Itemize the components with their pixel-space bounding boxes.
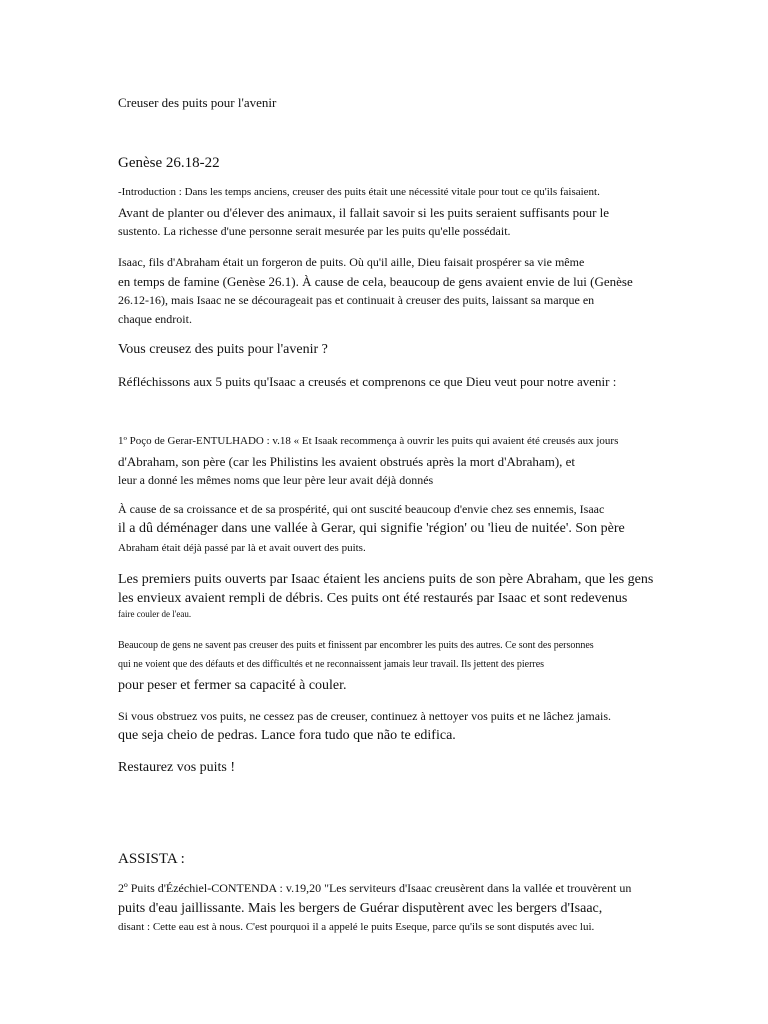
scripture-reference: Genèse 26.18-22 — [118, 155, 220, 171]
well2-line-1: 2º Puits d'Ézéchiel-CONTENDA : v.19,20 "Les serviteurs d'Isaac creusèrent dans la vallée et trouvèrent un — [118, 881, 632, 895]
assista-heading: ASSISTA : — [118, 851, 185, 867]
if-blocked-line-1: Si vous obstruez vos puits, ne cessez pas de creuser, continuez à nettoyer vos puits et ne lâchez jamais. — [118, 709, 612, 723]
well2-line-3: disant : Cette eau est à nous. C'est pourquoi il a appelé le puits Eseque, parce qu'ils se sont disputés avec lui. — [118, 921, 595, 933]
intro-line-3: sustento. La richesse d'une personne serait mesurée par les puits qu'elle possédait. — [118, 224, 511, 238]
document-title: Creuser des puits pour l'avenir — [118, 95, 277, 110]
intro-line-1: -Introduction : Dans les temps anciens, creuser des puits était une nécessité vitale pour tout ce qu'ils faisaient. — [118, 186, 600, 198]
well1-line-3: leur a donné les mêmes noms que leur père leur avait déjà donnés — [118, 473, 434, 487]
isaac-line-4: chaque endroit. — [118, 312, 192, 326]
growth-line-3: Abraham était déjà passé par là et avait ouvert des puits. — [118, 542, 366, 554]
many-people-line-1: Beaucoup de gens ne savent pas creuser des puits et finissent par encombrer les puits des autres. Ce sont des personnes — [118, 640, 594, 651]
isaac-line-3: 26.12-16), mais Isaac ne se décourageait pas et continuait à creuser des puits, laissant sa marque en — [118, 293, 595, 307]
well2-line-2: puits d'eau jaillissante. Mais les bergers de Guérar disputèrent avec les bergers d'Isaac, — [118, 901, 603, 916]
growth-line-2: il a dû déménager dans une vallée à Gerar, qui signifie 'région' ou 'lieu de nuitée'. Son père — [118, 521, 625, 536]
well1-line-2: d'Abraham, son père (car les Philistins les avaient obstrués après la mort d'Abraham), et — [118, 454, 576, 469]
well1-line-1: 1º Poço de Gerar-ENTULHADO : v.18 « Et Isaak recommença à ouvrir les puits qui avaient été creusés aux jours — [118, 435, 619, 447]
first-wells-line-2: les envieux avaient rempli de débris. Ces puits ont été restaurés par Isaac et sont redevenus — [118, 591, 628, 606]
question-heading: Vous creusez des puits pour l'avenir ? — [118, 342, 328, 357]
many-people-line-3: pour peser et fermer sa capacité à couler. — [118, 678, 347, 693]
if-blocked-line-2: que seja cheio de pedras. Lance fora tudo que não te edifica. — [118, 728, 456, 743]
intro-line-2: Avant de planter ou d'élever des animaux, il fallait savoir si les puits seraient suffisants pour le — [118, 205, 610, 220]
isaac-line-2: en temps de famine (Genèse 26.1). À cause de cela, beaucoup de gens avaient envie de lui (Genèse — [118, 274, 633, 289]
many-people-line-2: qui ne voient que des défauts et des difficultés et ne reconnaissent jamais leur travail. Ils jettent des pierres — [118, 659, 545, 670]
reflect-line: Réfléchissons aux 5 puits qu'Isaac a creusés et comprenons ce que Dieu veut pour notre avenir : — [118, 374, 617, 389]
restore-heading: Restaurez vos puits ! — [118, 760, 236, 775]
first-wells-line-1: Les premiers puits ouverts par Isaac étaient les anciens puits de son père Abraham, que les gens — [118, 572, 654, 587]
isaac-line-1: Isaac, fils d'Abraham était un forgeron de puits. Où qu'il aille, Dieu faisait prospérer sa vie même — [118, 255, 585, 269]
first-wells-line-3: faire couler de l'eau. — [118, 609, 192, 619]
growth-line-1: À cause de sa croissance et de sa prospérité, qui ont suscité beaucoup d'envie chez ses ennemis, Isaac — [118, 502, 605, 516]
